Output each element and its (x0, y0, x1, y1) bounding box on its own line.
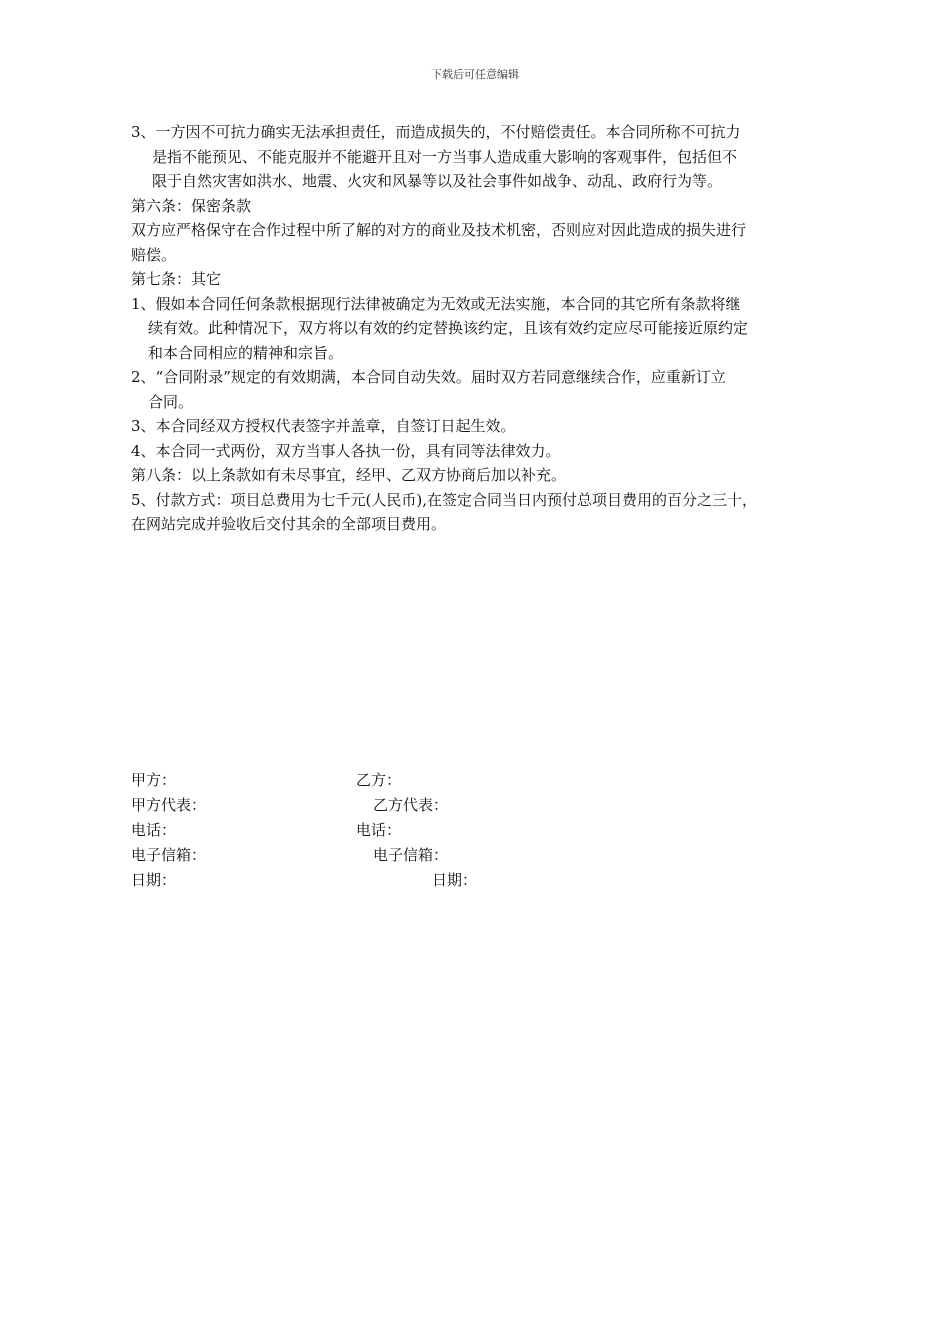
party-a-email-label: 电子信箱： (131, 846, 207, 864)
section-6-line-2: 赔偿。 (131, 245, 177, 264)
party-a-date-label: 日期： (131, 871, 177, 889)
clause-3-line-1: 3、一方因不可抗力确实无法承担责任，而造成损失的，不付赔偿责任。本合同所称不可抗力 (131, 123, 741, 141)
party-b-date-label: 日期： (432, 871, 478, 889)
payment-line-2: 在网站完成并验收后交付其余的全部项目费用。 (131, 515, 447, 533)
section-6-title: 第六条：保密条款 (131, 196, 252, 215)
section-7-item-1-line-1: 1、假如本合同任何条款根据现行法律被确定为无效或无法实施，本合同的其它所有条款将继 (131, 294, 741, 313)
section-7-item-3: 3、本合同经双方授权代表签字并盖章，自签订日起生效。 (131, 417, 516, 435)
clause-3-line-2: 是指不能预见、不能克服并不能避开且对一方当事人造成重大影响的客观事件，包括但不 (152, 147, 738, 166)
party-a-label: 甲方： (131, 771, 177, 789)
clause-3-line-3: 限于自然灾害如洪水、地震、火灾和风暴等以及社会事件如战争、动乱、政府行为等。 (152, 172, 723, 190)
section-7-item-2-line-2: 合同。 (148, 392, 194, 411)
party-b-label: 乙方： (356, 771, 402, 789)
section-7-item-1-line-3: 和本合同相应的精神和宗旨。 (148, 343, 344, 362)
section-7-item-2-line-1: 2、“合同附录”规定的有效期满，本合同自动失效。届时双方若同意继续合作，应重新订立 (131, 368, 726, 386)
section-6-line-1: 双方应严格保守在合作过程中所了解的对方的商业及技术机密，否则应对因此造成的损失进行 (131, 221, 747, 239)
page-header: 下载后可任意编辑 (431, 68, 519, 81)
payment-line-1: 5、付款方式：项目总费用为七千元(人民币),在签定合同当日内预付总项目费用的百分之三十， (131, 490, 758, 509)
contract-body (131, 120, 831, 537)
section-7-title: 第七条：其它 (131, 270, 222, 288)
party-a-rep-label: 甲方代表： (131, 796, 207, 814)
section-7-item-4: 4、本合同一式两份，双方当事人各执一份，具有同等法律效力。 (131, 441, 561, 460)
party-b-email-label: 电子信箱： (373, 846, 449, 864)
section-7-item-1-line-2: 续有效。此种情况下，双方将以有效的约定替换该约定，且该有效约定应尽可能接近原约定 (148, 319, 749, 337)
party-b-rep-label: 乙方代表： (373, 796, 449, 814)
section-8: 第八条：以上条款如有未尽事宜，经甲、乙双方协商后加以补充。 (131, 466, 567, 484)
party-b-phone-label: 电话： (356, 821, 402, 839)
party-a-phone-label: 电话： (131, 821, 177, 839)
